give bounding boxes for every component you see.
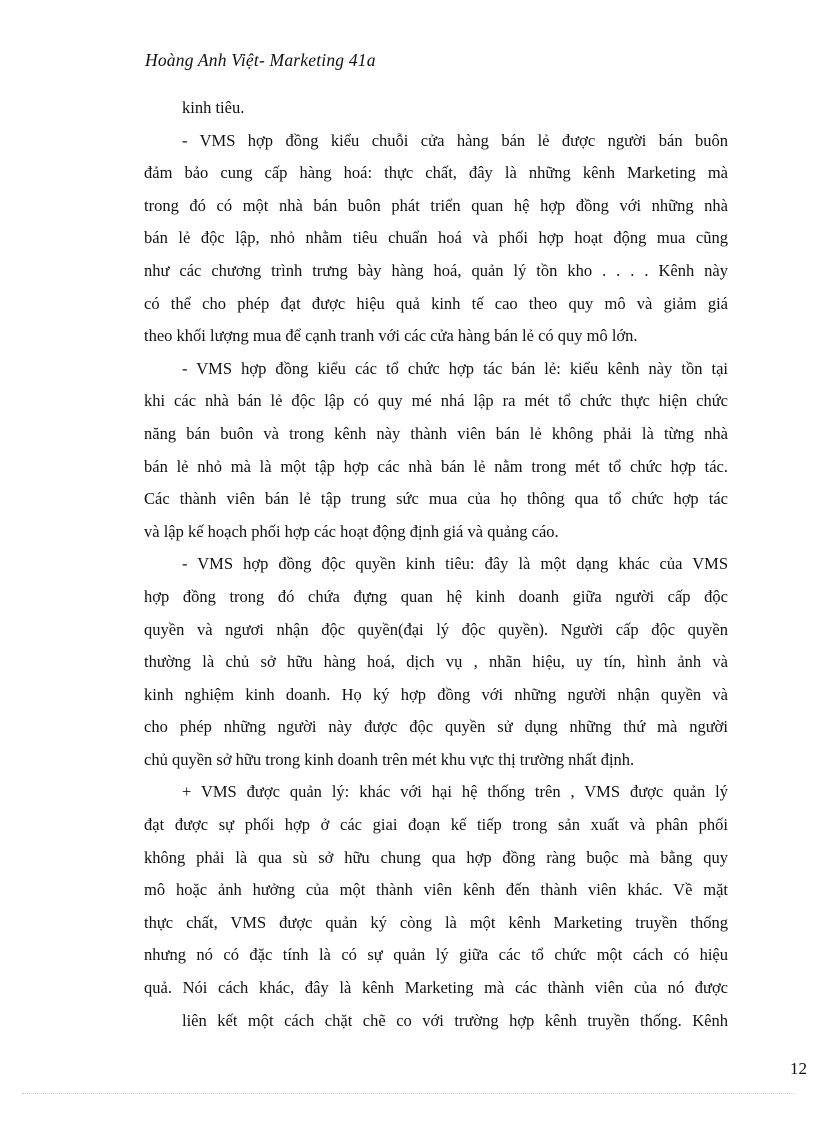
text-line: quyền và ngươi nhận độc quyền(đại lý độc quyền). Người cấp độc quyền bbox=[144, 619, 728, 639]
text-line: thường là chủ sở hữu hàng hoá, dịch vụ , nhãn hiệu, uy tín, hình ảnh và bbox=[144, 652, 728, 672]
text-line: hợp đồng trong đó chứa đựng quan hệ kinh doanh giữa người cấp độc bbox=[144, 586, 728, 606]
text-line: trong đó có một nhà bán buôn phát triển quan hệ hợp đồng với những nhà bbox=[144, 195, 728, 215]
text-line: bán lẻ độc lập, nhỏ nhằm tiêu chuẩn hoá và phối hợp hoạt động mua cũng bbox=[144, 228, 728, 248]
running-header: Hoàng Anh Việt- Marketing 41a bbox=[145, 50, 376, 70]
footer-divider bbox=[22, 1093, 794, 1094]
text-line: nhưng nó có đặc tính là có sự quản lý giữa các tổ chức một cách có hiệu bbox=[144, 945, 728, 965]
text-line: chủ quyền sở hữu trong kinh doanh trên mét khu vực thị trường nhất định. bbox=[144, 749, 635, 769]
text-line: năng bán buôn và trong kênh này thành viên bán lẻ không phải là từng nhà bbox=[144, 423, 728, 443]
text-line: - VMS hợp đồng độc quyền kinh tiêu: đây là một dạng khác của VMS bbox=[182, 554, 728, 574]
text-line: đạt được sự phối hợp ở các giai đoạn kế tiếp trong sản xuất và phân phối bbox=[144, 815, 728, 835]
text-line: Các thành viên bán lẻ tập trung sức mua của họ thông qua tổ chức hợp tác bbox=[144, 489, 728, 509]
text-line: - VMS hợp đồng kiểu chuỗi cửa hàng bán lẻ được người bán buôn bbox=[182, 130, 728, 150]
text-line: thực chất, VMS được quản ký còng là một kênh Marketing truyền thống bbox=[144, 912, 728, 932]
text-line: - VMS hợp đồng kiểu các tổ chức hợp tác bán lẻ: kiểu kênh này tồn tại bbox=[182, 358, 728, 378]
body-text bbox=[144, 92, 728, 1037]
text-line: không phải là qua sù sở hữu chung qua hợp đồng ràng buộc mà bằng quy bbox=[144, 847, 728, 867]
text-line: bán lẻ nhỏ mà là một tập hợp các nhà bán lẻ nằm trong mét tổ chức hợp tác. bbox=[144, 456, 728, 476]
text-line: kinh tiêu. bbox=[182, 98, 245, 117]
text-line: khi các nhà bán lẻ độc lập có quy mé nhá lập ra mét tổ chức thực hiện chức bbox=[144, 391, 728, 411]
text-line: + VMS được quản lý: khác với hại hệ thống trên , VMS được quản lý bbox=[182, 782, 728, 802]
text-line: đảm bảo cung cấp hàng hoá: thực chất, đây là những kênh Marketing mà bbox=[144, 163, 728, 183]
text-line: và lập kế hoạch phối hợp các hoạt động định giá và quảng cáo. bbox=[144, 521, 559, 541]
text-line: có thể cho phép đạt được hiệu quả kinh tế cao theo quy mô và giảm giá bbox=[144, 293, 728, 313]
text-line: như các chương trình trưng bày hàng hoá, quản lý tồn kho . . . . Kênh này bbox=[144, 260, 728, 280]
text-line: theo khối lượng mua để cạnh tranh với các cửa hàng bán lẻ có quy mô lớn. bbox=[144, 326, 638, 346]
text-line: cho phép những người này được độc quyền sử dụng những thứ mà người bbox=[144, 717, 728, 737]
text-line: quả. Nói cách khác, đây là kênh Marketing mà các thành viên của nó được bbox=[144, 978, 728, 998]
text-line: mô hoặc ảnh hưởng của một thành viên kênh đến thành viên khác. Về mặt bbox=[144, 880, 728, 900]
page-number: 12 bbox=[790, 1059, 807, 1078]
text-line: kinh nghiệm kinh doanh. Họ ký hợp đồng với những người nhận quyền và bbox=[144, 684, 728, 704]
text-line: liên kết một cách chặt chẽ co với trường hợp kênh truyền thống. Kênh bbox=[182, 1010, 728, 1030]
